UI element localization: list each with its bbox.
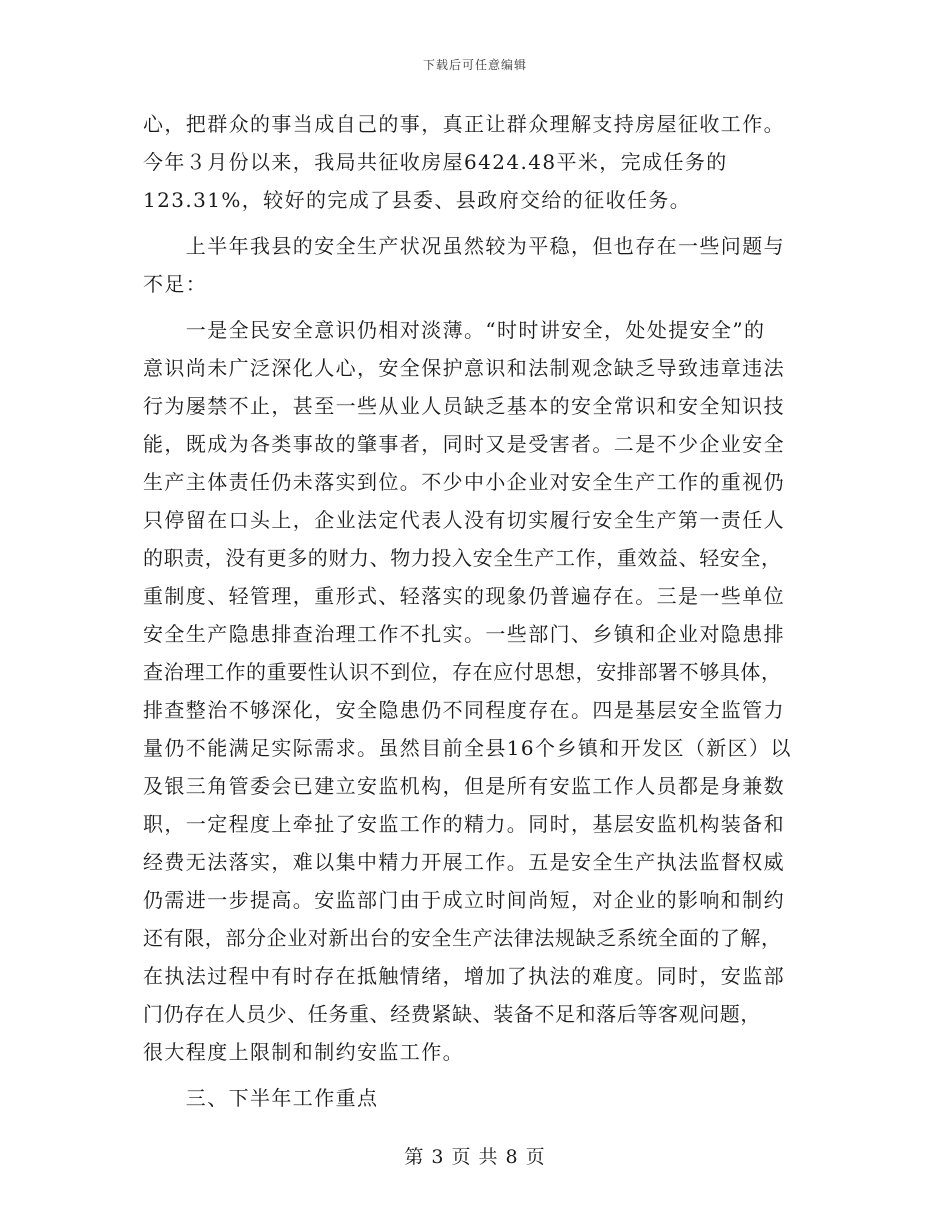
text-line: 还有限，部分企业对新出台的安全生产法律法规缺乏系统全面的了解， xyxy=(143,926,782,950)
page-header: 下载后可任意编辑 xyxy=(422,58,527,72)
text-line: 今年３月份以来，我局共征收房屋6424.48平米，完成任务的 xyxy=(143,150,728,174)
text-line: 很大程度上限制和制约安监工作。 xyxy=(143,1040,464,1064)
text-line: 经费无法落实，难以集中精力开展工作。五是安全生产执法监督权威 xyxy=(143,850,785,874)
text-line: 量仍不能满足实际需求。虽然目前全县16个乡镇和开发区（新区）以 xyxy=(143,736,792,760)
text-line: 仍需进一步提高。安监部门由于成立时间尚短，对企业的影响和制约 xyxy=(143,888,785,912)
paragraph-2 xyxy=(143,227,803,303)
text-line: 重制度、轻管理，重形式、轻落实的现象仍普遍存在。三是一些单位 xyxy=(143,584,785,608)
text-line: 生产主体责任仍未落实到位。不少中小企业对安全生产工作的重视仍 xyxy=(143,470,785,494)
paragraph-3 xyxy=(143,311,803,1071)
text-line: 查治理工作的重要性认识不到位，存在应付思想，安排部署不够具体， xyxy=(143,660,782,684)
text-line: 只停留在口头上，企业法定代表人没有切实履行安全生产第一责任人 xyxy=(143,508,785,532)
text-line: 能，既成为各类事故的肇事者，同时又是受害者。二是不少企业安全 xyxy=(143,432,785,456)
section-heading xyxy=(143,1079,803,1117)
text-line: 意识尚未广泛深化人心，安全保护意识和法制观念缺乏导致违章违法 xyxy=(143,356,785,380)
document-body xyxy=(143,105,803,1117)
text-line: 门仍存在人员少、任务重、经费紧缺、装备不足和落后等客观问题， xyxy=(143,1002,761,1026)
page-number: 第 3 页 共 8 页 xyxy=(404,1146,546,1168)
text-line: 上半年我县的安全生产状况虽然较为平稳，但也存在一些问题与 xyxy=(143,234,785,258)
text-line: 在执法过程中有时存在抵触情绪，增加了执法的难度。同时，安监部 xyxy=(143,964,785,988)
text-line: 123.31%，较好的完成了县委、县政府交给的征收任务。 xyxy=(143,188,692,212)
text-line: 的职责，没有更多的财力、物力投入安全生产工作，重效益、轻安全， xyxy=(143,546,782,570)
text-line: 排查整治不够深化，安全隐患仍不同程度存在。四是基层安全监管力 xyxy=(143,698,785,722)
text-line: 安全生产隐患排查治理工作不扎实。一些部门、乡镇和企业对隐患排 xyxy=(143,622,785,646)
text-line: 一是全民安全意识仍相对淡薄。“时时讲安全，处处提安全”的 xyxy=(143,318,766,342)
text-line: 职，一定程度上牵扯了安监工作的精力。同时，基层安监机构装备和 xyxy=(143,812,785,836)
text-line: 心，把群众的事当成自己的事，真正让群众理解支持房屋征收工作。 xyxy=(143,112,785,136)
text-line: 不足： xyxy=(143,272,208,296)
paragraph-1 xyxy=(143,105,803,219)
section-heading-text: 三、下半年工作重点 xyxy=(143,1086,379,1110)
text-line: 及银三角管委会已建立安监机构，但是所有安监工作人员都是身兼数 xyxy=(143,774,785,798)
text-line: 行为屡禁不止，甚至一些从业人员缺乏基本的安全常识和安全知识技 xyxy=(143,394,785,418)
